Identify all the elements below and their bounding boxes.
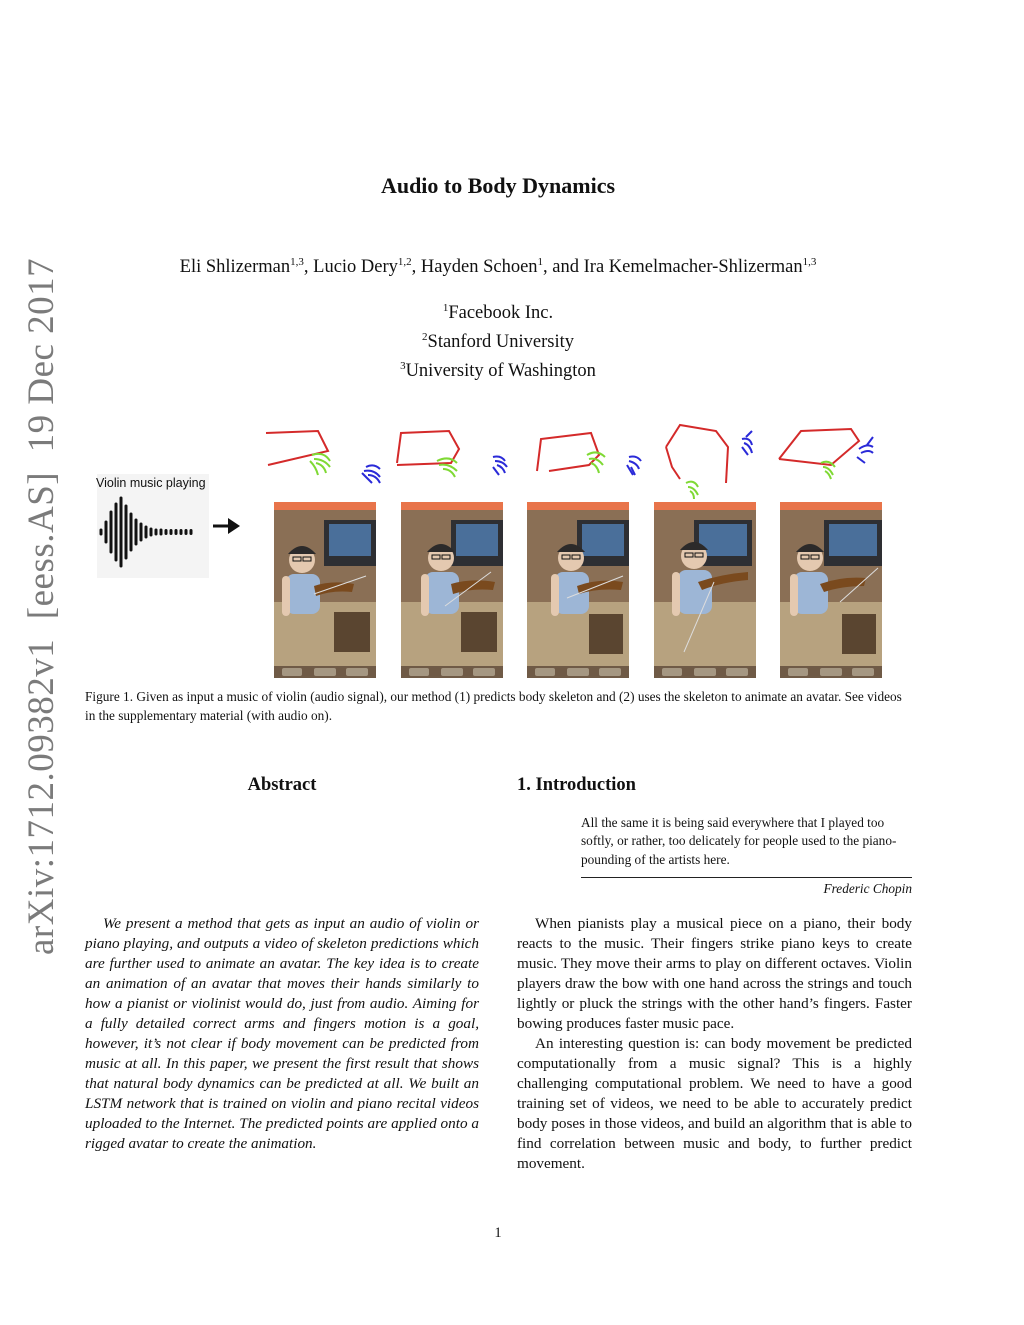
- skeleton-prediction-2: [393, 423, 518, 491]
- affiliation: [0, 296, 996, 325]
- audio-input-label: Violin music playing: [96, 476, 206, 490]
- affiliation-name: Stanford University: [427, 332, 574, 353]
- epigraph-quote: All the same it is being said everywhere that I played too softly, or rather, too delicately for people used to the piano-pounding of the artists here.: [581, 815, 897, 867]
- author-affiliation-mark: 1: [537, 256, 544, 268]
- author-separator: , and: [543, 257, 584, 278]
- author-name: Ira Kemelmacher-Shlizerman: [583, 257, 803, 278]
- affiliation-number: 1: [442, 302, 449, 314]
- abstract-heading: Abstract: [247, 775, 317, 795]
- affiliation-name: University of Washington: [405, 361, 596, 382]
- author-affiliation-mark: 1,2: [397, 256, 412, 268]
- affiliation-list: [0, 296, 996, 383]
- author-list: [0, 256, 996, 278]
- affiliation-number: 2: [422, 331, 428, 344]
- audio-waveform-icon: [97, 492, 209, 572]
- affiliation: [0, 325, 996, 354]
- introduction-paragraph: An interesting question is: can body movement be predicted computationally from a music signal? This is a highly challenging computational problem. We need to have a good training set of videos, we need to be able to accurately predict body poses in those videos, and build an algorithm that is able to find correlation between music and body, to further predict movement.: [517, 1035, 912, 1172]
- author-affiliation-mark: 1,3: [802, 256, 817, 268]
- avatar-frame-5: [780, 502, 882, 678]
- author-separator: ,: [411, 257, 421, 278]
- introduction-heading: 1. Introduction: [517, 775, 636, 795]
- avatar-frame-4: [654, 502, 756, 678]
- figure-caption: Figure 1. Given as input a music of violin (audio signal), our method (1) predicts body skeleton and (2) uses the skeleton to animate an avatar. See videos in the supplementary material (with audio on).: [85, 689, 902, 723]
- affiliation-name: Facebook Inc.: [448, 303, 554, 324]
- introduction-paragraph: When pianists play a musical piece on a piano, their body reacts to the music. Their fingers strike piano keys to create music. They move their arms to play on different octaves. Violin players draw the bow with one hand across the strings and touch lightly or pluck the strings with the other hand’s fingers. Faster bowing produces faster music pace.: [517, 915, 912, 1032]
- abstract-paragraph: We present a method that gets as input an audio of violin or piano playing, and outputs a video of skeleton predictions which are further used to animate an avatar. The key idea is to create an animation of an avatar that moves their hands similarly to how a pianist or violinist would do, just from audio. Aiming for a fully detailed correct arms and fingers motion is a goal, however, it’s not clear if body movement can be predicted from music at all. In this paper, we present the first result that shows that natural body dynamics can be predicted at all. We built an LSTM network that is trained on violin and piano recital videos uploaded to the Internet. The predicted points are applied onto a rigged avatar to create the animation.: [85, 915, 479, 1152]
- arxiv-identifier-stamp: arXiv:1712.09382v1 [eess.AS] 19 Dec 2017: [21, 257, 62, 955]
- avatar-frame-1: [274, 502, 376, 678]
- introduction-text: [517, 914, 912, 1174]
- skeleton-prediction-1: [262, 423, 387, 491]
- arrow-right-icon: [213, 515, 241, 537]
- epigraph-divider: [581, 877, 912, 878]
- author-affiliation-mark: 1,3: [290, 256, 304, 268]
- author-name: Hayden Schoen: [420, 257, 538, 278]
- author-name: Eli Shlizerman: [179, 257, 291, 278]
- page-number: 1: [494, 1225, 502, 1241]
- skeleton-prediction-4: [656, 423, 781, 503]
- epigraph-author: Frederic Chopin: [823, 881, 912, 896]
- affiliation: [0, 354, 996, 383]
- avatar-frame-2: [401, 502, 503, 678]
- paper-title: Audio to Body Dynamics: [380, 173, 616, 198]
- affiliation-number: 3: [400, 360, 406, 373]
- author-separator: ,: [303, 257, 314, 278]
- author-name: Lucio Dery: [313, 257, 398, 278]
- skeleton-prediction-5: [773, 423, 898, 491]
- skeleton-prediction-3: [525, 423, 650, 491]
- avatar-frame-3: [527, 502, 629, 678]
- abstract-text: [85, 914, 479, 1154]
